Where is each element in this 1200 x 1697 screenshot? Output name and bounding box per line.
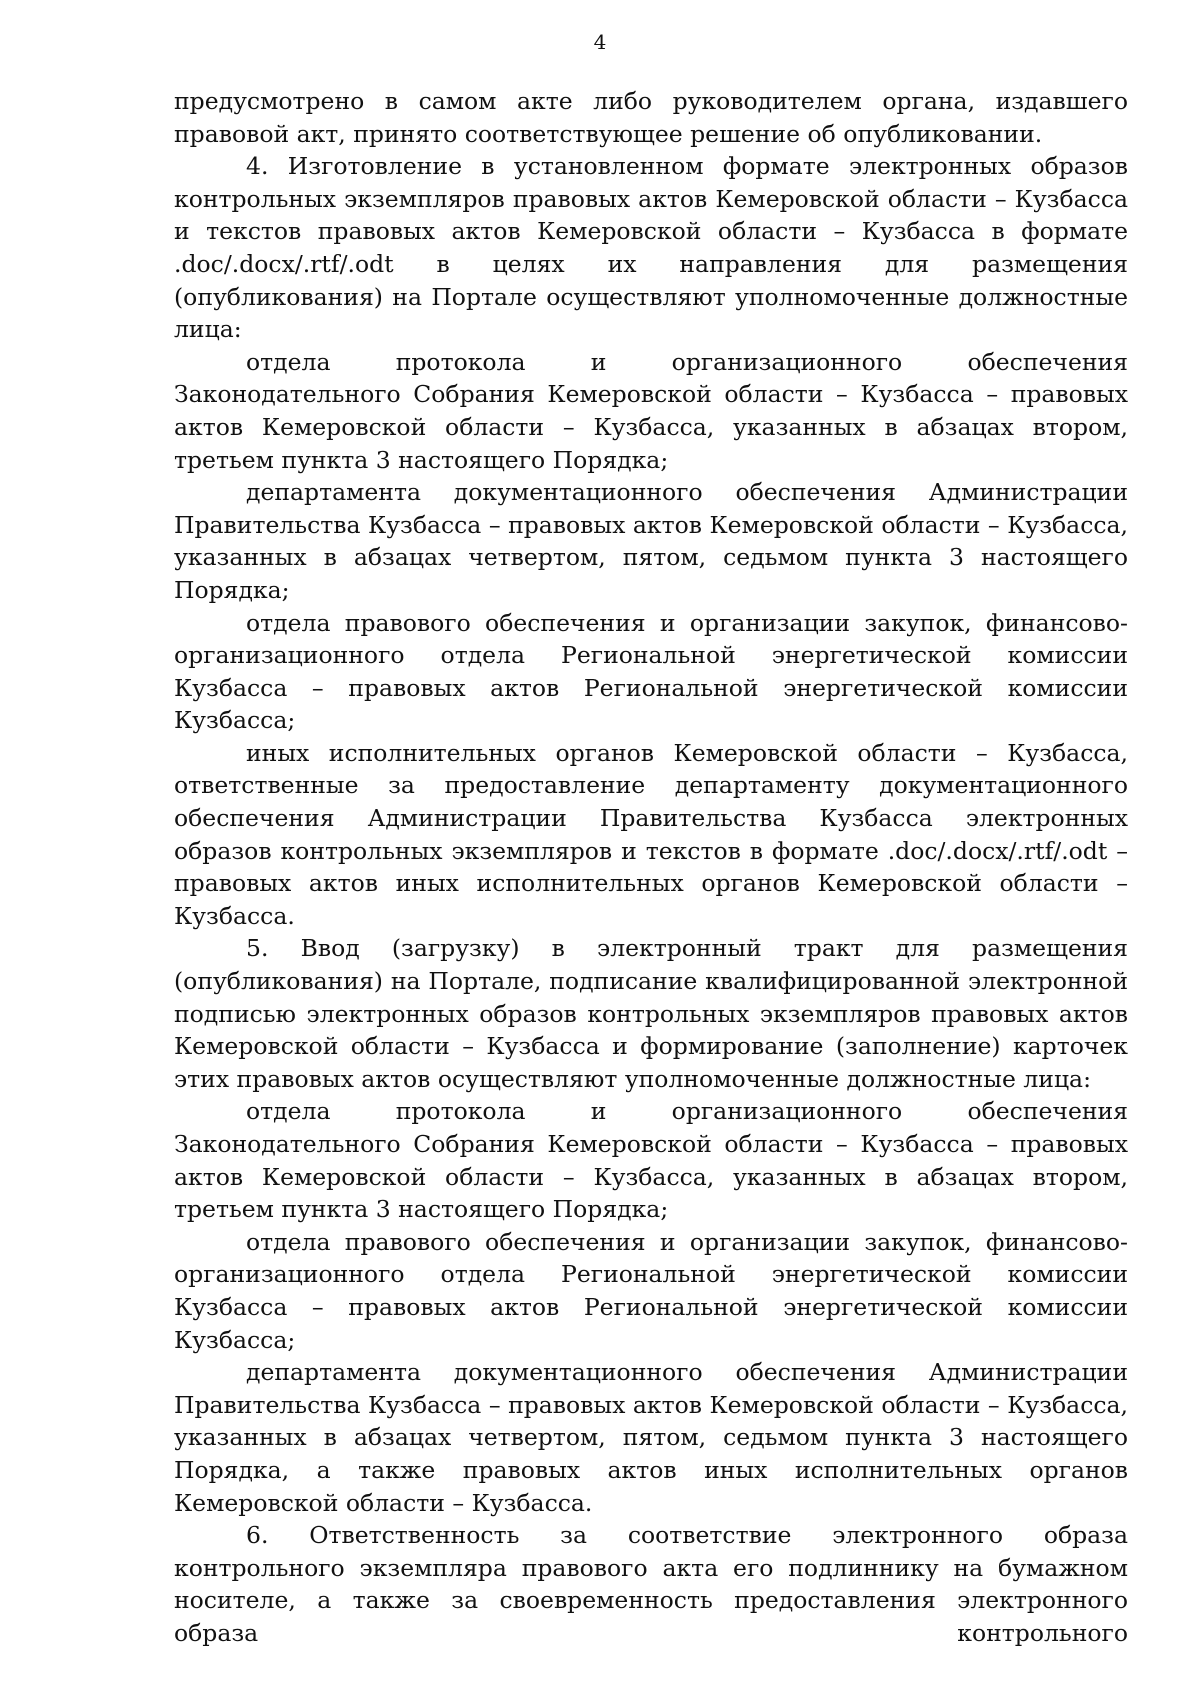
paragraph-item-5-legislative-assembly: отдела протокола и организационного обеспечения Законодательного Собрания Кемеровской области – Кузбасса – правовых актов Кемеровской области – Кузбасса, указанных в абзацах втором, третьем пункта 3 настоящего Порядка;: [174, 1097, 1128, 1224]
paragraph-item-5-documentation-department: департамента документационного обеспечения Администрации Правительства Кузбасса – правовых актов Кемеровской области – Кузбасса, указанных в абзацах четвертом, пятом, седьмом пункта 3 настоящего Порядка, а также правовых актов иных исполнительных органов Кемеровской области – Кузбасса.: [174, 1358, 1128, 1517]
page-number: 4: [593, 30, 607, 54]
paragraph-item-4: 4. Изготовление в установленном формате электронных образов контрольных экземпляров правовых актов Кемеровской области – Кузбасса и текстов правовых актов Кемеровской области – Кузбасса в формате .doc/.docx/.rtf/.odt в целях их направления для размещения (опубликования) на Портале осуществляют уполномоченные должностные лица:: [174, 152, 1128, 344]
paragraph-item-6: 6. Ответственность за соответствие электронного образа контрольного экземпляра правового акта его подлиннику на бумажном носителе, а также за своевременность предоставления электронного образа контрольного: [174, 1521, 1128, 1647]
paragraph-item-5: 5. Ввод (загрузку) в электронный тракт для размещения (опубликования) на Портале, подписание квалифицированной электронной подписью электронных образов контрольных экземпляров правовых актов Кемеровской области – Кузбасса и формирование (заполнение) карточек этих правовых актов осуществляют уполномоченные должностные лица:: [174, 934, 1128, 1093]
paragraph-item-4-energy-commission: отдела правового обеспечения и организации закупок, финансово-организационного отдела Региональной энергетической комиссии Кузбасса – правовых актов Региональной энергетической комиссии Кузбасса;: [174, 608, 1128, 735]
paragraph-item-5-energy-commission: отдела правового обеспечения и организации закупок, финансово-организационного отдела Региональной энергетической комиссии Кузбасса – правовых актов Региональной энергетической комиссии Кузбасса;: [174, 1227, 1128, 1354]
paragraph-item-4-documentation-department: департамента документационного обеспечения Администрации Правительства Кузбасса – правовых актов Кемеровской области – Кузбасса, указанных в абзацах четвертом, пятом, седьмом пункта 3 настоящего Порядка;: [174, 478, 1128, 604]
paragraph-continuation: предусмотрено в самом акте либо руководителем органа, издавшего правовой акт, принято соответствующее решение об опубликовании.: [174, 87, 1128, 148]
document-body: [174, 85, 1128, 1650]
paragraph-item-4-legislative-assembly: отдела протокола и организационного обеспечения Законодательного Собрания Кемеровской области – Кузбасса – правовых актов Кемеровской области – Кузбасса, указанных в абзацах втором, третьем пункта 3 настоящего Порядка;: [174, 347, 1128, 474]
paragraph-item-4-other-executive-bodies: иных исполнительных органов Кемеровской области – Кузбасса, ответственные за предоставление департаменту документационного обеспечения Администрации Правительства Кузбасса электронных образов контрольных экземпляров и текстов в формате .doc/.docx/.rtf/.odt – правовых актов иных исполнительных органов Кемеровской области – Кузбасса.: [174, 738, 1128, 930]
